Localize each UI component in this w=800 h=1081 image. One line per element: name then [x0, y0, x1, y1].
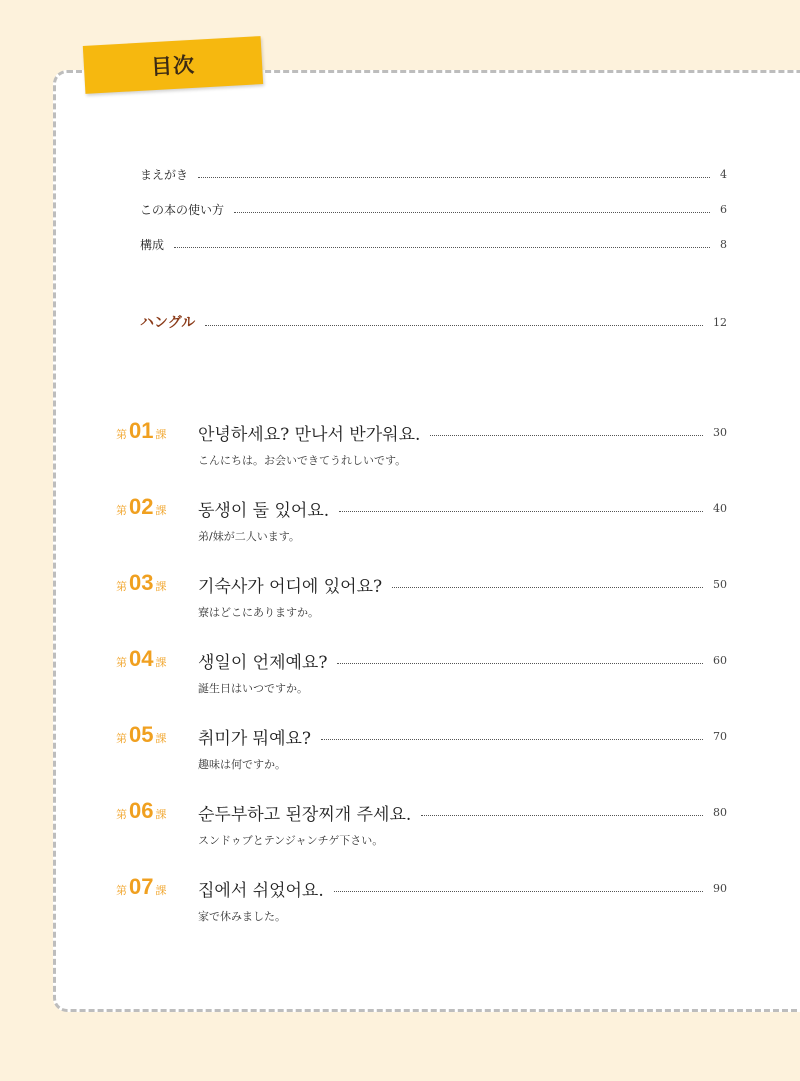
- lesson-title-japanese: こんにちは。お会いできてうれしいです。: [198, 454, 407, 467]
- lesson-number-value: 04: [129, 646, 154, 671]
- toc-entry-label: まえがき: [140, 168, 189, 182]
- dot-leader: [198, 177, 710, 178]
- toc-entry-preface[interactable]: [140, 166, 727, 183]
- lesson-page: 70: [713, 730, 727, 743]
- lesson-page: 90: [713, 882, 727, 895]
- lesson-title-korean: 기숙사가 어디에 있어요?: [198, 577, 383, 597]
- lesson-number: [116, 722, 166, 748]
- toc-heading-tab: [83, 36, 263, 94]
- lesson-suffix: 課: [155, 733, 167, 745]
- toc-entry-structure[interactable]: [140, 236, 727, 253]
- lesson-number-value: 05: [129, 722, 154, 747]
- lesson-number-value: 02: [129, 494, 154, 519]
- lesson-title-korean: 동생이 둘 있어요.: [198, 501, 330, 521]
- toc-entry-how-to-use[interactable]: [140, 201, 727, 218]
- lesson-prefix: 第: [116, 657, 127, 669]
- lesson-prefix: 第: [116, 429, 127, 441]
- lesson-page: 50: [713, 578, 727, 591]
- lesson-page: 40: [713, 502, 727, 515]
- lesson-prefix: 第: [116, 733, 127, 745]
- lesson-title-japanese: 弟/妹が二人います。: [198, 530, 300, 543]
- lesson-entry[interactable]: [198, 648, 727, 673]
- lesson-prefix: 第: [116, 581, 127, 593]
- lesson-entry[interactable]: [198, 420, 727, 445]
- lesson-entry[interactable]: [198, 724, 727, 749]
- dot-leader: [430, 435, 703, 436]
- lesson-title-japanese: スンドゥブとテンジャンチゲ下さい。: [198, 834, 384, 847]
- toc-entry-label: 構成: [140, 238, 165, 252]
- lesson-number-value: 01: [129, 418, 154, 443]
- lesson-number: [116, 798, 166, 824]
- lesson-number: [116, 418, 166, 444]
- dot-leader: [234, 212, 710, 213]
- dot-leader: [334, 891, 703, 892]
- lesson-page: 30: [713, 426, 727, 439]
- dot-leader: [321, 739, 703, 740]
- lesson-number: [116, 874, 166, 900]
- lesson-number-value: 03: [129, 570, 154, 595]
- toc-entry-label: ハングル: [140, 315, 196, 331]
- lesson-number-value: 07: [129, 874, 154, 899]
- dot-leader: [421, 815, 703, 816]
- lesson-number: [116, 494, 166, 520]
- lesson-title-korean: 집에서 쉬었어요.: [198, 881, 324, 901]
- toc-entry-page: 12: [713, 315, 727, 329]
- lesson-suffix: 課: [155, 809, 167, 821]
- lesson-number: [116, 646, 166, 672]
- lesson-suffix: 課: [155, 505, 167, 517]
- lesson-title-japanese: 寮はどこにありますか。: [198, 606, 319, 619]
- toc-entry-page: 6: [720, 203, 727, 216]
- lesson-prefix: 第: [116, 505, 127, 517]
- lesson-title-japanese: 誕生日はいつですか。: [198, 682, 308, 695]
- dot-leader: [205, 325, 703, 326]
- lesson-prefix: 第: [116, 809, 127, 821]
- dot-leader: [339, 511, 703, 512]
- lesson-number: [116, 570, 166, 596]
- toc-entry-hangul[interactable]: [140, 312, 727, 332]
- lesson-suffix: 課: [155, 885, 167, 897]
- lesson-entry[interactable]: [198, 572, 727, 597]
- lesson-suffix: 課: [155, 429, 167, 441]
- lesson-prefix: 第: [116, 885, 127, 897]
- lesson-number-value: 06: [129, 798, 154, 823]
- lesson-title-korean: 취미가 뭐예요?: [198, 729, 312, 749]
- toc-entry-label: この本の使い方: [140, 203, 225, 217]
- lesson-title-korean: 안녕하세요? 만나서 반가워요.: [198, 425, 421, 445]
- lesson-page: 80: [713, 806, 727, 819]
- lesson-suffix: 課: [155, 581, 167, 593]
- toc-heading: 目次: [150, 52, 196, 80]
- lesson-entry[interactable]: [198, 876, 727, 901]
- toc-entry-page: 8: [720, 238, 727, 251]
- lesson-title-japanese: 趣味は何ですか。: [198, 758, 286, 771]
- dot-leader: [337, 663, 703, 664]
- lesson-title-korean: 생일이 언제예요?: [198, 653, 328, 673]
- toc-entry-page: 4: [720, 168, 727, 181]
- lesson-suffix: 課: [155, 657, 167, 669]
- dot-leader: [174, 247, 710, 248]
- dot-leader: [392, 587, 703, 588]
- lesson-title-korean: 순두부하고 된장찌개 주세요.: [198, 805, 412, 825]
- lesson-entry[interactable]: [198, 496, 727, 521]
- lesson-title-japanese: 家で休みました。: [198, 910, 286, 923]
- lesson-page: 60: [713, 654, 727, 667]
- lesson-entry[interactable]: [198, 800, 727, 825]
